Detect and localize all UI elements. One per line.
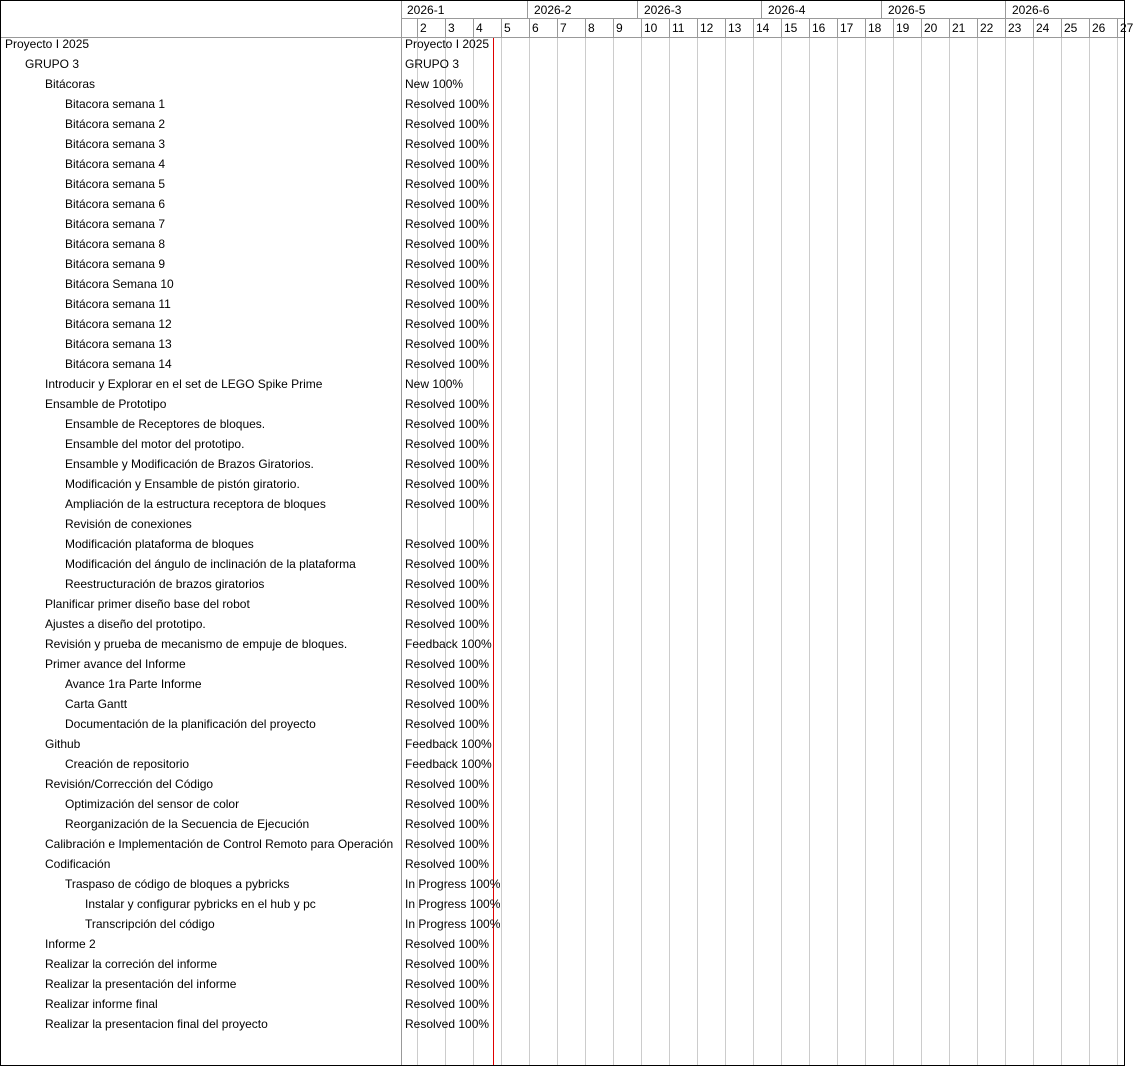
week-gridline — [557, 38, 558, 1065]
issue-status: Feedback 100% — [405, 757, 492, 771]
issue-status: Proyecto I 2025 — [405, 37, 490, 51]
week-gridline — [725, 38, 726, 1065]
week-gridline — [809, 38, 810, 1065]
month-label: 2026-6 — [1005, 1, 1124, 18]
issue-status: Resolved 100% — [405, 997, 490, 1011]
issue-status: Feedback 100% — [405, 737, 492, 751]
week-label: 27 — [1117, 19, 1145, 37]
issue-subject[interactable]: Github — [45, 737, 81, 751]
issue-subject[interactable]: Modificación del ángulo de inclinación de la plataforma — [65, 557, 356, 571]
week-label: 26 — [1089, 19, 1117, 37]
issue-subject[interactable]: Planificar primer diseño base del robot — [45, 597, 250, 611]
week-label: 25 — [1061, 19, 1089, 37]
week-gridline — [613, 38, 614, 1065]
month-label: 2026-5 — [881, 1, 1005, 18]
issue-status: Resolved 100% — [405, 717, 490, 731]
issue-subject[interactable]: Ensamble de Receptores de bloques. — [65, 417, 266, 431]
issue-status: Resolved 100% — [405, 977, 490, 991]
month-label: 2026-2 — [527, 1, 637, 18]
week-label: 23 — [1005, 19, 1033, 37]
issue-status: Resolved 100% — [405, 597, 490, 611]
week-label: 4 — [473, 19, 501, 37]
week-gridline — [585, 38, 586, 1065]
issue-subject[interactable]: Realizar la presentación del informe — [45, 977, 237, 991]
week-gridline — [893, 38, 894, 1065]
issue-subject[interactable]: Bitácora semana 13 — [65, 337, 172, 351]
issue-subject[interactable]: Bitácora semana 11 — [65, 297, 171, 311]
issue-subject[interactable]: Reorganización de la Secuencia de Ejecución — [65, 817, 310, 831]
issue-status: In Progress 100% — [405, 897, 501, 911]
issue-status: Resolved 100% — [405, 297, 490, 311]
week-label: 13 — [725, 19, 753, 37]
issue-status: New 100% — [405, 377, 464, 391]
issue-status: Resolved 100% — [405, 137, 490, 151]
subject-header — [1, 1, 401, 38]
issue-status: Resolved 100% — [405, 1017, 490, 1031]
month-label: 2026-4 — [761, 1, 881, 18]
issue-subject[interactable]: Calibración e Implementación de Control Remoto para Operación — [45, 837, 394, 851]
timeline-area — [401, 1, 1134, 1065]
issue-status: Resolved 100% — [405, 217, 490, 231]
issue-subject[interactable]: Informe 2 — [45, 937, 96, 951]
week-gridline — [1089, 38, 1090, 1065]
issue-status: Resolved 100% — [405, 477, 490, 491]
issue-status: In Progress 100% — [405, 877, 501, 891]
issue-subject[interactable]: Optimización del sensor de color — [65, 797, 240, 811]
month-label: 2026-1 — [407, 3, 445, 17]
week-label: 19 — [893, 19, 921, 37]
issue-status: Resolved 100% — [405, 97, 490, 111]
week-gridline — [1005, 38, 1006, 1065]
issue-subject[interactable]: Ensamble del motor del prototipo. — [65, 437, 245, 451]
week-gridline — [977, 38, 978, 1065]
week-gridline — [837, 38, 838, 1065]
issue-status: Resolved 100% — [405, 857, 490, 871]
issue-status: Resolved 100% — [405, 317, 490, 331]
week-gridline — [753, 38, 754, 1065]
issue-status: Resolved 100% — [405, 437, 490, 451]
week-label: 12 — [697, 19, 725, 37]
issue-subject[interactable]: Bitácora semana 7 — [65, 217, 166, 231]
week-gridline — [669, 38, 670, 1065]
issue-subject[interactable]: Modificación y Ensamble de pistón giratorio. — [65, 477, 300, 491]
week-label: 10 — [641, 19, 669, 37]
issue-subject[interactable]: Ensamble de Prototipo — [45, 397, 167, 411]
issue-subject[interactable]: Realizar la presentacion final del proyecto — [45, 1017, 268, 1031]
issue-status: Feedback 100% — [405, 637, 492, 651]
week-label: 2 — [417, 19, 445, 37]
issue-subject[interactable]: Bitácora semana 5 — [65, 177, 166, 191]
issue-status: Resolved 100% — [405, 937, 490, 951]
issue-subject[interactable]: Transcripción del código — [85, 917, 215, 931]
week-gridline — [529, 38, 530, 1065]
week-label: 3 — [445, 19, 473, 37]
issue-subject[interactable]: Creación de repositorio — [65, 757, 190, 771]
issue-subject[interactable]: Bitácoras — [45, 77, 96, 91]
issue-subject[interactable]: Introducir y Explorar en el set de LEGO Spike Prime — [45, 377, 323, 391]
week-gridline — [1033, 38, 1034, 1065]
issue-status: Resolved 100% — [405, 577, 490, 591]
issue-subject[interactable]: Modificación plataforma de bloques — [65, 537, 254, 551]
issue-status: Resolved 100% — [405, 117, 490, 131]
issue-subject[interactable]: Carta Gantt — [65, 697, 128, 711]
issue-status: Resolved 100% — [405, 777, 490, 791]
week-label: 21 — [949, 19, 977, 37]
week-gridline — [641, 38, 642, 1065]
issue-subject[interactable]: Revisión de conexiones — [65, 517, 192, 531]
week-label: 16 — [809, 19, 837, 37]
issue-subject[interactable]: Instalar y configurar pybricks en el hub y pc — [85, 897, 316, 911]
issue-status: New 100% — [405, 77, 464, 91]
issue-status: In Progress 100% — [405, 917, 501, 931]
issue-status: Resolved 100% — [405, 177, 490, 191]
week-header-divider — [401, 37, 1124, 38]
week-label: 22 — [977, 19, 1005, 37]
issue-status: Resolved 100% — [405, 557, 490, 571]
issue-subject[interactable]: Ensamble y Modificación de Brazos Giratorios. — [65, 457, 314, 471]
issue-status: Resolved 100% — [405, 457, 490, 471]
issue-subject[interactable]: Bitacora semana 1 — [65, 97, 166, 111]
issue-subject[interactable]: Bitácora semana 8 — [65, 237, 166, 251]
week-label: 6 — [529, 19, 557, 37]
week-gridline — [921, 38, 922, 1065]
issue-status: Resolved 100% — [405, 397, 490, 411]
week-label: 5 — [501, 19, 529, 37]
issue-status: Resolved 100% — [405, 237, 490, 251]
issue-status: Resolved 100% — [405, 817, 490, 831]
issue-subject[interactable]: Avance 1ra Parte Informe — [65, 677, 202, 691]
issue-status: Resolved 100% — [405, 617, 490, 631]
issue-status: Resolved 100% — [405, 257, 490, 271]
issue-subject[interactable]: Ajustes a diseño del prototipo. — [45, 617, 206, 631]
week-gridline — [865, 38, 866, 1065]
issue-status: Resolved 100% — [405, 537, 490, 551]
week-label: 18 — [865, 19, 893, 37]
week-label: 14 — [753, 19, 781, 37]
issue-subject[interactable]: Revisión y prueba de mecanismo de empuje de bloques. — [45, 637, 348, 651]
subject-column — [1, 1, 401, 1065]
week-label: 9 — [613, 19, 641, 37]
issue-subject[interactable]: Bitácora semana 12 — [65, 317, 172, 331]
issue-status: Resolved 100% — [405, 657, 490, 671]
week-gridline — [949, 38, 950, 1065]
issue-status: Resolved 100% — [405, 357, 490, 371]
issue-status: Resolved 100% — [405, 197, 490, 211]
issue-subject[interactable]: Realizar informe final — [45, 997, 158, 1011]
issue-subject[interactable]: Reestructuración de brazos giratorios — [65, 577, 265, 591]
issue-subject[interactable]: Proyecto I 2025 — [5, 37, 90, 51]
week-gridline — [781, 38, 782, 1065]
issue-subject[interactable]: Bitácora semana 4 — [65, 157, 166, 171]
issue-subject[interactable]: Realizar la correción del informe — [45, 957, 218, 971]
issue-subject[interactable]: Revisión/Corrección del Código — [45, 777, 214, 791]
issue-status: Resolved 100% — [405, 277, 490, 291]
issue-status: Resolved 100% — [405, 957, 490, 971]
week-label: 20 — [921, 19, 949, 37]
issue-subject[interactable]: GRUPO 3 — [25, 57, 80, 71]
issue-status: Resolved 100% — [405, 417, 490, 431]
week-gridline — [1117, 38, 1118, 1065]
week-gridline — [501, 38, 502, 1065]
issue-subject[interactable]: Traspaso de código de bloques a pybricks — [65, 877, 290, 891]
issue-status: GRUPO 3 — [405, 57, 460, 71]
week-label: 11 — [669, 19, 697, 37]
issue-subject[interactable]: Primer avance del Informe — [45, 657, 186, 671]
issue-status: Resolved 100% — [405, 697, 490, 711]
issue-subject[interactable]: Documentación de la planificación del proyecto — [65, 717, 316, 731]
issue-subject[interactable]: Ampliación de la estructura receptora de bloques — [65, 497, 326, 511]
issue-status: Resolved 100% — [405, 837, 490, 851]
week-label: 7 — [557, 19, 585, 37]
issue-subject[interactable]: Bitácora semana 6 — [65, 197, 166, 211]
issue-subject[interactable]: Bitácora Semana 10 — [65, 277, 174, 291]
month-label: 2026-3 — [637, 1, 761, 18]
issue-subject[interactable]: Bitácora semana 2 — [65, 117, 166, 131]
issue-status: Resolved 100% — [405, 797, 490, 811]
week-gridline — [697, 38, 698, 1065]
week-label: 15 — [781, 19, 809, 37]
week-label: 17 — [837, 19, 865, 37]
week-label: 24 — [1033, 19, 1061, 37]
issue-subject[interactable]: Codificación — [45, 857, 111, 871]
issue-subject[interactable]: Bitácora semana 9 — [65, 257, 166, 271]
week-gridline — [1061, 38, 1062, 1065]
issue-subject[interactable]: Bitácora semana 14 — [65, 357, 172, 371]
week-label: 8 — [585, 19, 613, 37]
issue-status: Resolved 100% — [405, 157, 490, 171]
issue-status: Resolved 100% — [405, 497, 490, 511]
issue-status: Resolved 100% — [405, 337, 490, 351]
issue-subject[interactable]: Bitácora semana 3 — [65, 137, 166, 151]
issue-status: Resolved 100% — [405, 677, 490, 691]
